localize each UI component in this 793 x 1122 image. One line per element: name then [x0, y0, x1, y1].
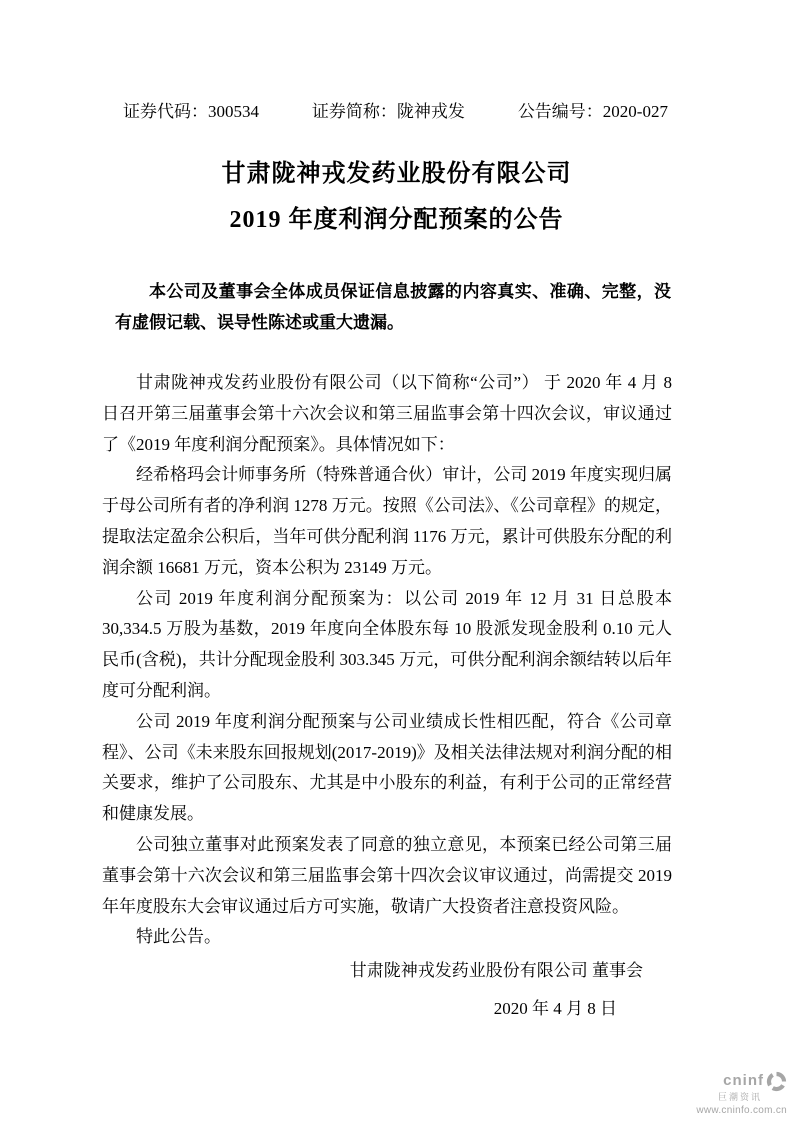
document-title: [0, 151, 793, 243]
paragraph-closing: 特此公告。: [136, 927, 221, 947]
stock-name: 证券简称：陇神戎发: [311, 102, 465, 121]
signature-date: 2020 年 4 月 8 日: [493, 999, 617, 1018]
cninfo-brand-row: [696, 1071, 787, 1092]
announcement-number: 公告编号：2020-027: [517, 102, 668, 121]
paragraph-meeting-approval: 甘肃陇神戎发药业股份有限公司（以下简称“公司”） 于 2020 年 4 月 8 日召开第三届董事会第十六次会议和第三届监事会第十四次会议，审议通过了《2019 年度利润分配预案》。具体情况如下：: [102, 373, 672, 454]
signature-company: 甘肃陇神戎发药业股份有限公司 董事会: [349, 961, 643, 980]
title-subject-line: 2019 年度利润分配预案的公告: [229, 207, 564, 233]
cninfo-brand-cn: 巨潮资讯: [717, 1092, 762, 1102]
paragraph-distribution-plan: 公司 2019 年度利润分配预案为：以公司 2019 年 12 月 31 日总股本 30,334.5 万股为基数，2019 年度向全体股东每 10 股派发现金股利 0.10 元人民币(含税)，共计分配现金股利 303.345 万元，可供分配利润余额结转以后年度可分配利润。: [102, 588, 672, 700]
document-body: [102, 368, 672, 953]
cninfo-swirl-icon: [766, 1071, 787, 1092]
stock-code: 证券代码：300534: [123, 102, 259, 121]
cninfo-brand-text: cninf: [723, 1072, 764, 1090]
cninfo-watermark: [696, 1071, 787, 1116]
paragraph-independent-directors: 公司独立董事对此预案发表了同意的独立意见，本预案已经公司第三届董事会第十六次会议和第三届监事会第十四次会议审议通过，尚需提交 2019 年年度股东大会审议通过后方可实施，敬请广大投资者注意投资风险。: [102, 834, 672, 916]
document-header: [123, 100, 668, 124]
paragraph-audit-results: 经希格玛会计师事务所（特殊普通合伙）审计，公司 2019 年度实现归属于母公司所有者的净利润 1278 万元。按照《公司法》、《公司章程》的规定，提取法定盈余公积后，当年可供分配利润 1176 万元，累计可供股东分配的利润余额 16681 万元，资本公积为 23149 万元。: [102, 465, 672, 577]
paragraph-plan-compliance: 公司 2019 年度利润分配预案与公司业绩成长性相匹配，符合《公司章程》、公司《未来股东回报规划(2017-2019)》及相关法律法规对利润分配的相关要求，维护了公司股东、尤其是中小股东的利益，有利于公司的正常经营和健康发展。: [102, 711, 672, 824]
title-company-line: 甘肃陇神戎发药业股份有限公司: [221, 161, 572, 187]
disclosure-notice: 本公司及董事会全体成员保证信息披露的内容真实、准确、完整，没有虚假记载、误导性陈述或重大遗漏。: [115, 282, 671, 332]
cninfo-url: www.cninfo.com.cn: [696, 1104, 787, 1116]
